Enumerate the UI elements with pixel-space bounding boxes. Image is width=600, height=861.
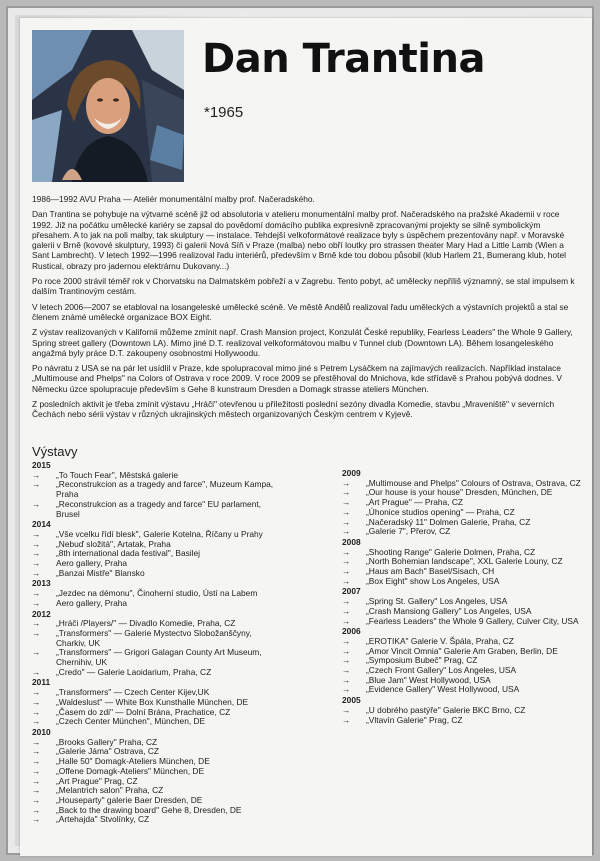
arrow-icon: → bbox=[342, 615, 351, 626]
exhibition-text: Aero gallery, Praha bbox=[56, 558, 128, 569]
arrow-icon: → bbox=[342, 497, 351, 508]
arrow-icon: → bbox=[342, 655, 351, 666]
exhibition-text: „Transformers" — Czech Center Kijev,UK bbox=[56, 687, 210, 698]
exhibition-entry bbox=[32, 599, 277, 609]
arrow-icon: → bbox=[32, 706, 41, 717]
exhibition-entry bbox=[32, 815, 277, 825]
arrow-icon: → bbox=[342, 605, 351, 616]
exhibition-text: „Nebuď složitá", Artatak, Praha bbox=[56, 538, 171, 549]
exhibition-text: „Credo" — Galerie Laoidarium, Praha, CZ bbox=[56, 666, 212, 677]
exhibition-text: „Czech Front Gallery" Los Angeles, USA bbox=[366, 665, 517, 676]
exhibition-text: „Banzai Mistře" Blansko bbox=[56, 567, 145, 578]
exhibition-text: „Transformers" — Galerie Mystectvo Slobožanščyny, Charkiv, UK bbox=[56, 627, 252, 648]
arrow-icon: → bbox=[342, 684, 351, 695]
exhibition-text: „Evidence Gallery" West Hollywood, USA bbox=[366, 684, 520, 695]
exhibition-text: „Halle 50" Domagk-Ateliers München, DE bbox=[56, 756, 210, 767]
exhibition-entry bbox=[342, 577, 582, 587]
exhibition-text: „Vltavín Galerie" Prag, CZ bbox=[366, 714, 463, 725]
exhibition-text: „To Touch Fear", Městská galerie bbox=[56, 469, 178, 480]
exhibition-text: „Art Prague" Prag, CZ bbox=[56, 775, 138, 786]
arrow-icon: → bbox=[342, 645, 351, 656]
arrow-icon: → bbox=[32, 528, 41, 539]
arrow-icon: → bbox=[342, 714, 351, 725]
arrow-icon: → bbox=[32, 538, 41, 549]
bio-paragraph: Po roce 2000 strávil téměř rok v Chorvatsku na Dalmatském pobřeží a v Zagrebu. Tento pobyt, ač umělecky nepříliš významný, se stal impulsem k dalším Trantinovým cestám. bbox=[32, 276, 575, 297]
exhibition-text: „Jezdec na démonu", Činoherní studio, Ústí na Labem bbox=[56, 588, 258, 599]
arrow-icon: → bbox=[342, 635, 351, 646]
exhibition-year: 2013 bbox=[32, 578, 51, 589]
exhibition-text: „Box Eight" show Los Angeles, USA bbox=[366, 575, 500, 586]
exhibition-text: „Haus am Bach" Basel/Sisach, CH bbox=[366, 566, 495, 577]
exhibition-year: 2008 bbox=[342, 536, 361, 547]
arrow-icon: → bbox=[32, 479, 41, 490]
exhibitions-left-column bbox=[32, 460, 277, 825]
exhibition-text: „Art Prague" — Praha, CZ bbox=[366, 497, 463, 508]
exhibition-text: „U dobrého pastýře" Galerie BKC Brno, CZ bbox=[366, 704, 526, 715]
bio-paragraph: Z výstav realizovaných v Kalifornii můžeme zmínit např. Crash Mansion project, Konzulát České republiky, Fearless Leaders" the Whole 9 Gallery, Spring street gallery (Downtown LA). Mimo jiné D.T. realizoval velkoformátovou malbu v Tunnel club (Downtown LA). Během losangeleského angažmá byly práce D.T. zakoupeny osobnostmi Hollywoodu. bbox=[32, 327, 573, 358]
exhibition-year: 2014 bbox=[32, 519, 51, 530]
exhibition-text: „Our house is your house" Dresden, München, DE bbox=[366, 487, 553, 498]
exhibition-text: „Vše vcelku řídí blesk", Galerie Kotelna, Říčany u Prahy bbox=[56, 528, 263, 539]
arrow-icon: → bbox=[32, 775, 41, 786]
exhibition-entry bbox=[342, 527, 582, 537]
arrow-icon: → bbox=[32, 548, 41, 559]
exhibition-text: „8th international dada festival", Basilej bbox=[56, 548, 201, 559]
exhibition-year: 2010 bbox=[32, 726, 51, 737]
arrow-icon: → bbox=[342, 487, 351, 498]
exhibition-text: „Amor Vincit Omnia" Galerie Am Graben, Berlin, DE bbox=[366, 645, 558, 656]
exhibition-text: „EROTIKA" Galerie V. Špála, Praha, CZ bbox=[366, 635, 514, 646]
exhibition-entry bbox=[32, 569, 277, 579]
exhibition-text: „North Bohemian landscape", XXL Galerie Louny, CZ bbox=[366, 556, 563, 567]
arrow-icon: → bbox=[342, 704, 351, 715]
exhibition-entry bbox=[32, 629, 277, 648]
exhibition-year: 2011 bbox=[32, 677, 51, 688]
bio-paragraph: 1986—1992 AVU Praha — Ateliér monumentální malby prof. Načeradského. bbox=[32, 194, 315, 204]
arrow-icon: → bbox=[32, 746, 41, 757]
exhibition-entry bbox=[342, 617, 582, 627]
arrow-icon: → bbox=[32, 618, 41, 629]
artist-portrait bbox=[32, 30, 184, 182]
arrow-icon: → bbox=[32, 696, 41, 707]
exhibition-text: „Reconstrukcion as a tragedy and farce", Muzeum Kampa, Praha bbox=[56, 479, 274, 500]
exhibition-text: „Crash Mansiong Gallery" Los Angeles, USA bbox=[366, 605, 532, 616]
bio-paragraph: Dan Trantina se pohybuje na výtvarné scéně již od absolutoria v atelieru monumentální malby prof. Načeradského na pražské Akademii v roce 1992. Již na počátku umělecké kariéry se zapsal do povědomí domácího publika expresivně zpracovanými projekty se silně symbolickým přesahem. A to jak na poli malby, tak skulptury — instalace. Tehdejší velkoformátové realizace byly s úspěchem prezentovány např. v Moravské galerii v Brně (kovové skulptury, 1993) či galerii Nová Síň v Praze (malba) nebo obří loutky pro strassen theater Mary Had a Little Lamb (Wien a Sant Lambrecht). V letech 1992—1996 realizoval řadu interiérů, především v Brně kde tou dobou působil (klub Harlem 21, Bumerang klub, hotel Rustical, obrazy pro jadernou elektrárnu Dukovany...) bbox=[32, 209, 566, 271]
exhibition-text: „Back to the drawing board" Gehe 8, Dresden, DE bbox=[56, 804, 242, 815]
arrow-icon: → bbox=[32, 785, 41, 796]
portrait-image bbox=[32, 30, 184, 182]
exhibition-text: „Artehajda" Stvolínky, CZ bbox=[56, 814, 150, 825]
arrow-icon: → bbox=[342, 516, 351, 527]
exhibition-entry bbox=[342, 716, 582, 726]
exhibition-text: „Houseparty" galerie Baer Dresden, DE bbox=[56, 794, 203, 805]
arrow-icon: → bbox=[32, 647, 41, 658]
exhibition-entry bbox=[342, 685, 582, 695]
arrow-icon: → bbox=[32, 736, 41, 747]
exhibition-entry bbox=[32, 500, 277, 519]
exhibition-text: „Časem do zdi" — Dolní Brána, Prachatice, CZ bbox=[56, 706, 231, 717]
birth-year: *1965 bbox=[204, 104, 244, 121]
arrow-icon: → bbox=[32, 756, 41, 767]
exhibition-year: 2006 bbox=[342, 626, 361, 637]
exhibitions-right-column bbox=[342, 468, 582, 725]
arrow-icon: → bbox=[32, 627, 41, 638]
artist-name: Dan Trantina bbox=[202, 36, 485, 82]
bio-paragraph: Po návratu z USA se na pár let usídlil v Praze, kde spolupracoval mimo jiné s Petrem Lysáčkem na zajímavých realizacích. Například instalace „Multimouse and Phelps" na Colors of Ostrava v roce 2009. V roce 2009 se přestěhoval do Mnichova, kde střídavě s Prahou pobývá dodnes. V Německu úzce spolupracuje především s Gehe 8 kunstraum Dresden a Domagk strasse ateliers München. bbox=[32, 363, 562, 394]
arrow-icon: → bbox=[342, 506, 351, 517]
arrow-icon: → bbox=[32, 794, 41, 805]
poster-sheet bbox=[20, 18, 592, 856]
exhibition-text: „Reconstrukcion as a tragedy and farce" EU parlament, Brusel bbox=[56, 498, 262, 519]
exhibition-text: „Czech Center München", München, DE bbox=[56, 716, 206, 727]
exhibition-text: „Galerie Jáma" Ostrava, CZ bbox=[56, 746, 160, 757]
exhibition-year: 2012 bbox=[32, 608, 51, 619]
exhibitions-heading: Výstavy bbox=[32, 444, 78, 459]
arrow-icon: → bbox=[342, 477, 351, 488]
arrow-icon: → bbox=[342, 556, 351, 567]
arrow-icon: → bbox=[32, 814, 41, 825]
exhibition-text: „Shooting Range" Galerie Dolmen, Praha, CZ bbox=[366, 546, 536, 557]
arrow-icon: → bbox=[32, 765, 41, 776]
exhibition-entry bbox=[32, 717, 277, 727]
exhibition-entry bbox=[32, 648, 277, 667]
arrow-icon: → bbox=[32, 597, 41, 608]
arrow-icon: → bbox=[32, 588, 41, 599]
arrow-icon: → bbox=[342, 596, 351, 607]
exhibition-year: 2005 bbox=[342, 695, 361, 706]
exhibition-text: „Brooks Gallery" Praha, CZ bbox=[56, 736, 158, 747]
arrow-icon: → bbox=[342, 566, 351, 577]
exhibition-text: „Galerie 7", Přerov, CZ bbox=[366, 526, 451, 537]
arrow-icon: → bbox=[32, 558, 41, 569]
exhibition-text: „Načeradský 11" Dolmen Galerie, Praha, CZ bbox=[366, 516, 531, 527]
exhibition-text: „Blue Jam" West Hollywood, USA bbox=[366, 674, 491, 685]
bio-paragraph: V letech 2006—2007 se etabloval na losangeleské umělecké scéně. Ve městě Andělů realizoval řadu uměleckých a výstavních projektů a stal se členem známé umělecké organizace BOX Eight. bbox=[32, 301, 569, 322]
arrow-icon: → bbox=[32, 469, 41, 480]
arrow-icon: → bbox=[32, 666, 41, 677]
exhibition-text: „Hráči /Players/" — Divadlo Komedie, Praha, CZ bbox=[56, 618, 236, 629]
exhibition-year: 2009 bbox=[342, 468, 361, 478]
exhibition-year: 2007 bbox=[342, 586, 361, 597]
exhibition-text: „Offene Domagk-Ateliers" München, DE bbox=[56, 765, 205, 776]
exhibition-text: „Waldeslust" — White Box Kunsthalle München, DE bbox=[56, 696, 249, 707]
arrow-icon: → bbox=[32, 567, 41, 578]
bio-paragraph: Z posledních aktivit je třeba zmínit výstavu „Hráči" otevřenou u příležitosti poslední sezóny divadla Komedie, stavbu „Mraveniště" v severních Čechách nebo sérii výstav v různých ukrajinských městech organizovaných Českým centrem v Kyjevě. bbox=[32, 399, 555, 420]
arrow-icon: → bbox=[32, 687, 41, 698]
biography bbox=[32, 194, 580, 425]
exhibition-text: Aero gallery, Praha bbox=[56, 597, 128, 608]
arrow-icon: → bbox=[32, 804, 41, 815]
arrow-icon: → bbox=[342, 665, 351, 676]
exhibition-text: „Transformers" — Grigori Galagan County Art Museum, Chernihiv, UK bbox=[56, 647, 262, 668]
exhibition-text: „Symposium Bubeč" Prag, CZ bbox=[366, 655, 478, 666]
exhibition-year: 2015 bbox=[32, 460, 51, 470]
arrow-icon: → bbox=[342, 546, 351, 557]
arrow-icon: → bbox=[342, 674, 351, 685]
arrow-icon: → bbox=[32, 716, 41, 727]
exhibition-text: „Melantrich salon" Praha, CZ bbox=[56, 785, 164, 796]
exhibition-text: „Multimouse and Phelps" Colours of Ostrava, Ostrava, CZ bbox=[366, 477, 581, 488]
exhibition-entry bbox=[32, 480, 277, 499]
arrow-icon: → bbox=[32, 498, 41, 509]
arrow-icon: → bbox=[342, 526, 351, 537]
exhibition-text: „Úhonice studios opening" — Praha, CZ bbox=[366, 506, 515, 517]
exhibition-text: „Fearless Leaders" the Whole 9 Gallery, Culver City, USA bbox=[366, 615, 579, 626]
exhibition-text: „Spring St. Gallery" Los Angeles, USA bbox=[366, 596, 508, 607]
arrow-icon: → bbox=[342, 575, 351, 586]
exhibition-entry bbox=[32, 668, 277, 678]
